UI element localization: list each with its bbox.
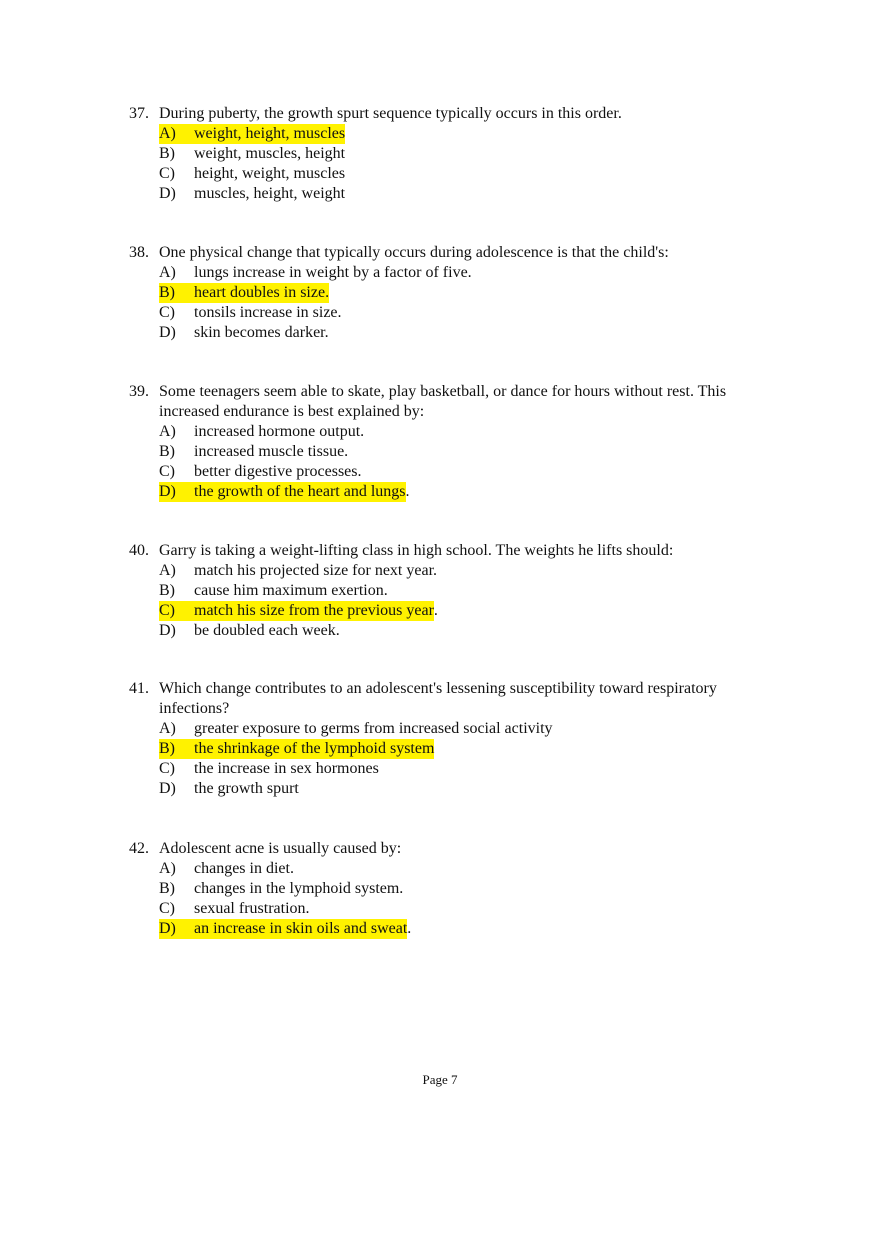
- answer-highlight: [159, 739, 434, 759]
- answer-highlight: [159, 779, 299, 799]
- option-letter: C): [159, 304, 175, 321]
- option-c: [159, 899, 789, 919]
- option-c: [159, 601, 789, 621]
- option-d: [159, 482, 789, 502]
- answer-highlight: [159, 124, 345, 144]
- question-number: 41.: [129, 680, 149, 697]
- option-b: [159, 739, 789, 759]
- option-text: sexual frustration.: [194, 900, 310, 917]
- option-text: changes in diet.: [194, 860, 294, 877]
- option-d: [159, 184, 789, 204]
- answer-highlight: [159, 323, 329, 343]
- option-a: [159, 719, 789, 739]
- option-text: tonsils increase in size.: [194, 304, 342, 321]
- option-c: [159, 462, 789, 482]
- answer-highlight: [159, 263, 472, 283]
- answer-highlight: [159, 759, 379, 779]
- option-d: [159, 779, 789, 799]
- answer-highlight: [159, 422, 364, 442]
- option-b: [159, 442, 789, 462]
- option-letter: A): [159, 264, 176, 281]
- option-suffix: .: [407, 920, 412, 937]
- answer-highlight: [159, 719, 553, 739]
- option-text: match his size from the previous year: [194, 602, 434, 619]
- option-text: better digestive processes.: [194, 463, 362, 480]
- option-letter: D): [159, 920, 176, 937]
- question-text: Adolescent acne is usually caused by:: [159, 840, 402, 857]
- option-text: lungs increase in weight by a factor of five.: [194, 264, 472, 281]
- option-text: greater exposure to germs from increased social activity: [194, 720, 553, 737]
- option-text: increased muscle tissue.: [194, 443, 349, 460]
- option-text: height, weight, muscles: [194, 165, 346, 182]
- option-letter: B): [159, 582, 175, 599]
- question-text: Garry is taking a weight-lifting class in high school. The weights he lifts should:: [159, 542, 674, 559]
- answer-highlight: [159, 144, 345, 164]
- option-letter: C): [159, 602, 175, 619]
- option-b: [159, 144, 789, 164]
- option-letter: A): [159, 860, 176, 877]
- option-letter: D): [159, 780, 176, 797]
- question-number: 42.: [129, 840, 149, 857]
- option-d: [159, 919, 789, 939]
- option-letter: D): [159, 622, 176, 639]
- option-letter: C): [159, 463, 175, 480]
- answer-highlight: [159, 184, 345, 204]
- answer-highlight: [159, 303, 342, 323]
- option-text: weight, muscles, height: [194, 145, 346, 162]
- option-letter: D): [159, 324, 176, 341]
- page-number: Page 7: [422, 1072, 458, 1087]
- answer-highlight: [159, 283, 329, 303]
- option-letter: B): [159, 880, 175, 897]
- option-letter: D): [159, 185, 176, 202]
- option-a: [159, 561, 789, 581]
- question-number: 38.: [129, 244, 149, 261]
- option-text: skin becomes darker.: [194, 324, 329, 341]
- option-text: changes in the lymphoid system.: [194, 880, 404, 897]
- question-41: [129, 679, 789, 799]
- question-38: [129, 243, 789, 343]
- option-text: cause him maximum exertion.: [194, 582, 388, 599]
- option-text: be doubled each week.: [194, 622, 340, 639]
- option-letter: D): [159, 483, 176, 500]
- option-letter: C): [159, 900, 175, 917]
- option-d: [159, 323, 789, 343]
- option-text: muscles, height, weight: [194, 185, 346, 202]
- question-39: [129, 382, 789, 502]
- question-text: Which change contributes to an adolescent's lessening susceptibility toward respiratory infections?: [159, 680, 717, 717]
- option-letter: A): [159, 720, 176, 737]
- answer-highlight: [159, 462, 362, 482]
- option-letter: C): [159, 165, 175, 182]
- option-text: weight, height, muscles: [194, 125, 346, 142]
- option-letter: A): [159, 125, 176, 142]
- option-letter: B): [159, 443, 175, 460]
- option-text: the growth spurt: [194, 780, 299, 797]
- answer-highlight: [159, 482, 406, 502]
- answer-highlight: [159, 899, 310, 919]
- option-letter: B): [159, 740, 175, 757]
- option-b: [159, 581, 789, 601]
- answer-highlight: [159, 561, 437, 581]
- question-text: Some teenagers seem able to skate, play basketball, or dance for hours without rest. This increased endurance is best explained by:: [159, 383, 727, 420]
- option-text: heart doubles in size.: [194, 284, 330, 301]
- option-text: the growth of the heart and lungs: [194, 483, 406, 500]
- answer-highlight: [159, 879, 403, 899]
- option-text: match his projected size for next year.: [194, 562, 438, 579]
- question-number: 39.: [129, 383, 149, 400]
- option-text: the increase in sex hormones: [194, 760, 379, 777]
- option-text: the shrinkage of the lymphoid system: [194, 740, 435, 757]
- answer-highlight: [159, 164, 345, 184]
- option-letter: A): [159, 562, 176, 579]
- question-42: [129, 839, 789, 939]
- option-text: increased hormone output.: [194, 423, 365, 440]
- option-suffix: .: [405, 483, 410, 500]
- option-c: [159, 164, 789, 184]
- option-a: [159, 859, 789, 879]
- option-d: [159, 621, 789, 641]
- question-number: 37.: [129, 105, 149, 122]
- answer-highlight: [159, 442, 348, 462]
- question-37: [129, 104, 789, 204]
- option-suffix: .: [433, 602, 438, 619]
- answer-highlight: [159, 621, 340, 641]
- option-letter: B): [159, 284, 175, 301]
- question-text: One physical change that typically occurs during adolescence is that the child's:: [159, 244, 669, 261]
- answer-highlight: [159, 919, 407, 939]
- option-letter: B): [159, 145, 175, 162]
- answer-highlight: [159, 601, 434, 621]
- option-c: [159, 303, 789, 323]
- option-b: [159, 879, 789, 899]
- option-text: an increase in skin oils and sweat: [194, 920, 408, 937]
- option-c: [159, 759, 789, 779]
- answer-highlight: [159, 581, 388, 601]
- option-letter: C): [159, 760, 175, 777]
- answer-highlight: [159, 859, 294, 879]
- question-text: During puberty, the growth spurt sequence typically occurs in this order.: [159, 105, 622, 122]
- option-a: [159, 263, 789, 283]
- option-letter: A): [159, 423, 176, 440]
- question-number: 40.: [129, 542, 149, 559]
- option-a: [159, 422, 789, 442]
- option-b: [159, 283, 789, 303]
- option-a: [159, 124, 789, 144]
- question-40: [129, 541, 789, 641]
